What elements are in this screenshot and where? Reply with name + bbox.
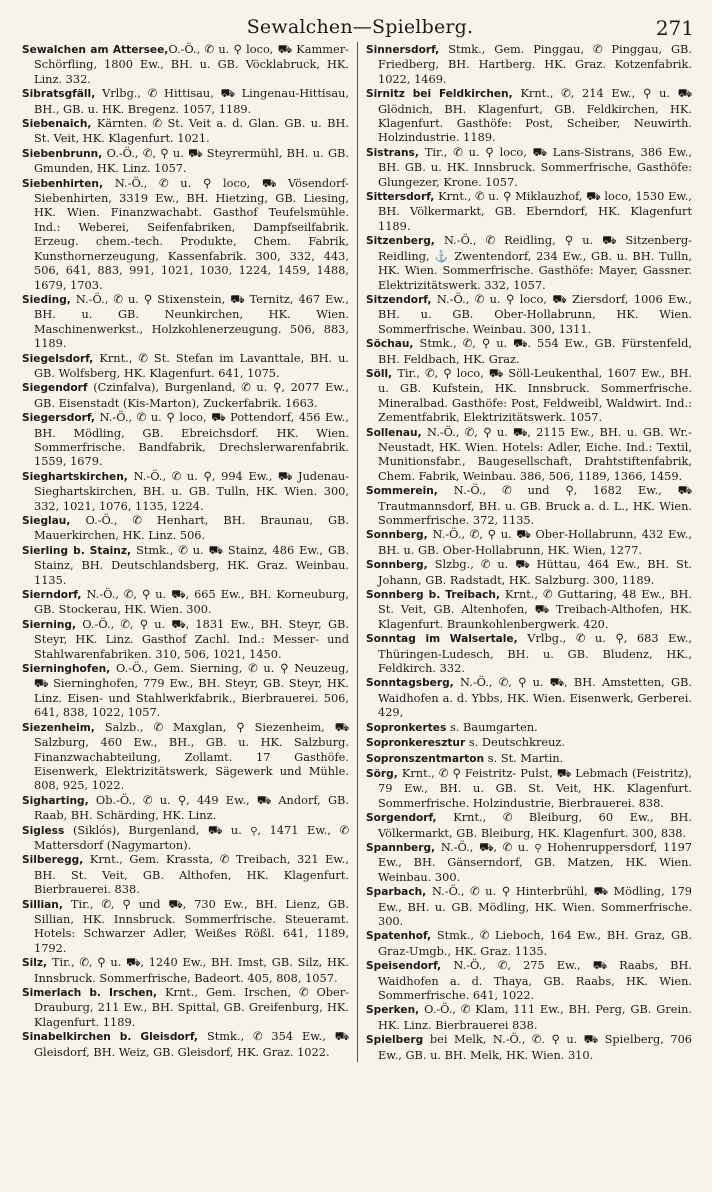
entry-description: N.-Ö., ✆ Reidling, ⚲ u. ⛟ Sitzenberg-Reidling, ⚓ Zwentendorf, 234 Ew., GB. u. BH. Tulln, HK. Wien. Sommerfrische. Gasthöfe: Mayer, Gassner. Elektrizitätswerk. 332, 1057. [378,233,692,292]
entry-description: O.-Ö., ✆ u. ⚲ loco, ⛟ Kammer-Schörfling, 1800 Ew., BH. u. GB. Vöcklabruck, HK. Linz. 332. [34,42,349,86]
entry-description: N.-Ö., ✆ und ⚲, 1682 Ew., ⛟ Trautmannsdorf, BH. u. GB. Bruck a. d. L., HK. Wien. Sommerfrische. 372, 1135. [378,483,692,527]
gazetteer-entry [22,852,349,896]
page-header [22,8,698,42]
entry-description: Tir., ✆, ⚲ loco, ⛟ Söll-Leukenthal, 1607 Ew., BH. u. GB. Kufstein, HK. Innsbruck. Sommerfrische. Mineralbad. Gasthöfe: Post, Feldweibl, Waldwirt. Ind.: Zementfabrik, Elektrizitätswerk. 1057. [378,365,692,425]
entry-description: N.-Ö., ✆, 275 Ew., ⛟ Raabs, BH. Waidhofen a. d. Thaya, GB. Raabs, HK. Wien. Sommerfrische. 641, 1022. [378,958,692,1002]
running-title: Sewalchen—Spielberg. [246,16,474,38]
gazetteer-entry [366,233,692,292]
entry-place-name: Siegersdorf, [22,412,100,425]
entry-description: Krnt., ✆ Guttaring, 48 Ew., BH. St. Veit, GB. Altenhofen, ⛟ Treibach-Althofen, HK. Klagenfurt. Braunkohlenbergwerk. 420. [378,587,692,631]
entry-place-name: Sommerein, [366,485,454,498]
gazetteer-entry [22,1029,349,1059]
entry-description: N.-Ö., ✆ u. ⚲ Stixenstein, ⛟ Ternitz, 467 Ew., BH. u. GB. Neunkirchen, HK. Wien. Maschinenwerkst., Holzkohlenerzeugung. 506, 883, 1189. [34,291,349,351]
gazetteer-entry [366,631,692,675]
entry-description: Tir., ✆, ⚲ u. ⛟, 1240 Ew., BH. Imst, GB. Silz, HK. Innsbruck. Sommerfrische, Badeort. 405, 808, 1057. [34,955,349,985]
entry-description: O.-Ö., Gem. Sierning, ✆ u. ⚲ Neuzeug, ⛟ Sierninghofen, 779 Ew., BH. Steyr, GB. Steyr, HK. Linz. Eisen- und Stahlwerkfabrik., Bierbrauerei. 506, 641, 838, 1022, 1057. [34,661,349,720]
entry-place-name: Spannberg, [366,841,441,854]
gazetteer-entry [22,176,349,292]
entry-place-name: Sonntagsberg, [366,677,461,690]
entry-place-name: Sierning, [22,618,83,631]
entry-place-name: Siegelsdorf, [22,352,100,365]
entry-description: Stmk., ✆ u. ⛟ Stainz, 486 Ew., GB. Stainz, BH. Deutschlandsberg, HK. Graz. Weinbau. 1135. [34,542,349,587]
gazetteer-entry [22,42,349,86]
entry-description: (Czinfalva), Burgenland, ✆ u. ⚲, 2077 Ew., GB. Eisenstadt (Kis-Marton), Zuckerfabrik. 1663. [34,380,349,410]
entry-description: Stmk., Gem. Pinggau, ✆ Pinggau, GB. Friedberg, BH. Hartberg. HK. Graz. Kotzenfabrik. 1022, 1469. [378,42,692,86]
entry-place-name: Sittersdorf, [366,191,439,204]
gazetteer-entry [22,380,349,410]
gazetteer-entry [22,661,349,720]
gazetteer-columns [22,42,698,1062]
gazetteer-entry [366,483,692,527]
entry-place-name: Sieghartskirchen, [22,470,134,483]
entry-place-name: Sollenau, [366,426,427,439]
entry-description: Krnt., ✆, 214 Ew., ⚲ u. ⛟ Glödnich, BH. Klagenfurt, GB. Feldkirchen, HK. Klagenfurt. Gasthöfe: Post, Scheiber, Neuwirth. Holzindustrie. 1189. [378,86,692,145]
gazetteer-entry [22,543,349,587]
entry-place-name: Siezenheim, [22,721,105,734]
gazetteer-entry [366,1002,692,1032]
gazetteer-entry [366,720,692,735]
entry-description: bei Melk, N.-Ö., ✆. ⚲ u. ⛟ Spielberg, 706 Ew., GB. u. BH. Melk, HK. Wien. 310. [378,1032,692,1062]
gazetteer-entry [22,513,349,543]
entry-description: Stmk., ✆ 354 Ew., ⛟ Gleisdorf, BH. Weiz, GB. Gleisdorf, HK. Graz. 1022. [34,1029,349,1059]
entry-description: Ob.-Ö., ✆ u. ⚲, 449 Ew., ⛟ Andorf, GB. Raab, BH. Schärding, HK. Linz. [34,792,349,823]
entry-description: Stmk., ✆ Lieboch, 164 Ew., BH. Graz, GB. Graz-Umgb., HK. Graz. 1135. [378,928,692,958]
gazetteer-entry [22,823,349,853]
gazetteer-entry [366,1032,692,1062]
gazetteer-entry [366,42,692,86]
gazetteer-entry [22,292,349,351]
entry-place-name: Sewalchen am Attersee, [22,44,169,56]
entry-place-name: Sopronszentmarton [366,752,488,765]
entry-place-name: Sitzenberg, [366,235,444,248]
left-column [22,42,357,1062]
entry-place-name: Sibratsgfäll, [22,88,103,101]
entry-place-name: Sigless [22,824,73,837]
entry-description: Slzbg., ✆ u. ⛟ Hüttau, 464 Ew., BH. St. Johann, GB. Radstadt, HK. Salzburg. 300, 1189. [378,557,692,587]
gazetteer-entry [366,557,692,587]
gazetteer-entry [22,617,349,661]
entry-description: N.-Ö., ✆, ⚲ u. ⛟ Ober-Hollabrunn, 432 Ew., BH. u. GB. Ober-Hollabrunn, HK. Wien, 1277. [378,527,692,557]
entry-place-name: Sierninghofen, [22,663,117,676]
entry-place-name: Sperken, [366,1004,425,1017]
entry-place-name: Silberegg, [22,854,90,867]
gazetteer-entry [366,145,692,189]
gazetteer-entry [366,425,692,484]
gazetteer-entry [22,587,349,617]
entry-place-name: Spatenhof, [366,930,437,943]
entry-place-name: Sonnberg, [366,529,433,542]
entry-place-name: Sieding, [22,293,76,306]
entry-description: Krnt., Gem. Krassta, ✆ Treibach, 321 Ew., BH. St. Veit, GB. Althofen, HK. Klagenfurt. Bierbrauerei. 838. [34,852,350,897]
entry-place-name: Sierndorf, [22,589,87,602]
entry-place-name: Söchau, [366,338,420,351]
entry-description: (Siklós), Burgenland, ⛟ u. ⚲, 1471 Ew., ✆ Mattersdorf (Nagymarton). [34,822,349,852]
entry-description: Salzb., ✆ Maxglan, ⚲ Siezenheim, ⛟ Salzburg, 460 Ew., BH., GB. u. HK. Salzburg. Finanzwachabteilung, Zollamt. 17 Gasthöfe. Eisenwerk, Elektrizitätswerk, Sägewerk und Mühle. 808, 925, 1022. [34,719,349,793]
entry-description: N.-Ö., ✆, ⚲ u. ⛟, BH. Amstetten, GB. Waidhofen a. d. Ybbs, HK. Wien. Eisenwerk, Gerberei. 429, [378,675,692,720]
gazetteer-entry [22,985,349,1029]
entry-description: O.-Ö., ✆, ⚲ u. ⛟ Steyrermühl, BH. u. GB. Gmunden, HK. Linz. 1057. [34,145,349,176]
gazetteer-entry [22,146,349,176]
entry-place-name: Sirnitz bei Feldkirchen, [366,88,521,101]
entry-place-name: Sieglau, [22,515,86,527]
entry-description: Krnt., Gem. Irschen, ✆ Ober-Drauburg, 211 Ew., BH. Spittal, GB. Greifenburg, HK. Klagenfurt. 1189. [34,985,350,1029]
entry-description: Tir., ✆ u. ⚲ loco, ⛟ Lans-Sistrans, 386 Ew., BH. GB. u. HK. Innsbruck. Sommerfrische, Gasthöfe: Glungezer, Krone. 1057. [378,144,692,189]
entry-description: N.-Ö., ✆ u. ⚲, 994 Ew., ⛟ Judenau-Sieghartskirchen, BH. u. GB. Tulln, HK. Wien. 300, 332, 1021, 1076, 1135, 1224. [34,468,349,513]
gazetteer-entry [366,766,692,810]
gazetteer-entry [22,793,349,823]
entry-place-name: Sopronkeresztur [366,737,469,750]
entry-place-name: Sitzendorf, [366,293,437,306]
gazetteer-entry [366,810,692,840]
entry-place-name: Sonnberg, [366,559,435,572]
entry-description: O.-Ö., ✆ Klam, 111 Ew., BH. Perg, GB. Grein. HK. Linz. Bierbrauerei 838. [378,1002,692,1032]
gazetteer-entry [22,720,349,793]
entry-place-name: Sinnersdorf, [366,44,449,56]
entry-description: Krnt., ✆ ⚲ Feistritz- Pulst, ⛟ Lebmach (Feistritz), 79 Ew., BH. u. GB. St. Veit, HK. Klagenfurt. Sommerfrische. Holzindustrie, Bierbrauerei. 838. [378,765,692,810]
gazetteer-entry [366,189,692,233]
entry-description: Kärnten. ✆ St. Veit a. d. Glan. GB. u. BH. St. Veit, HK. Klagenfurt. 1021. [34,116,349,146]
entry-place-name: Simerlach b. Irschen, [22,987,166,999]
entry-place-name: Sorgendorf, [366,812,454,825]
entry-place-name: Sonnberg b. Treibach, [366,589,506,602]
entry-place-name: Sinabelkirchen b. Gleisdorf, [22,1031,207,1044]
entry-place-name: Spielberg [366,1034,430,1047]
gazetteer-entry [366,366,692,425]
gazetteer-entry [366,928,692,958]
entry-description: N.-Ö., ✆ u. ⚲ loco, ⛟ Pottendorf, 456 Ew., BH. Mödling, GB. Ebreichsdorf. HK. Wien. Sommerfrische. Bandfabrik, Drechslerwarenfabrik. 1559, 1679. [34,410,349,469]
entry-place-name: Söll, [366,367,398,380]
entry-description: N.-Ö., ✆, ⚲ u. ⛟, 2115 Ew., BH. u. GB. Wr.-Neustadt, HK. Wien. Hotels: Adler, Eiche. Ind.: Textil, Munitionsfabr., Baugesellschaft, Drahtstiftenfabrik, Chem. Fabrik, Weinbau. 386, 506, 1189, 1366, 1459. [378,424,692,483]
gazetteer-entry [22,897,349,956]
gazetteer-entry [366,527,692,557]
gazetteer-entry [366,587,692,631]
entry-place-name: Sopronkertes [366,721,450,734]
entry-description: O.-Ö., ✆, ⚲ u. ⛟, 1831 Ew., BH. Steyr, GB. Steyr, HK. Linz. Gasthof Zachl. Ind.: Messer- und Stahlwarenfabriken. 310, 506, 1021, 1450. [34,616,349,661]
entry-description: Krnt., ✆ Bleiburg, 60 Ew., BH. Völkermarkt, GB. Bleiburg, HK. Klagenfurt. 300, 838. [378,810,692,840]
page-number: 271 [655,16,694,40]
entry-place-name: Siegendorf [22,382,94,395]
entry-place-name: Siebenbrunn, [22,147,107,160]
entry-description: Krnt., ✆ St. Stefan im Lavanttale, BH. u. GB. Wolfsberg, HK. Klagenfurt. 641, 1075. [34,350,350,380]
gazetteer-entry [22,116,349,146]
entry-description: N.-Ö., ✆ u. ⚲ loco, ⛟ Ziersdorf, 1006 Ew., BH. u. GB. Ober-Hollabrunn, HK. Wien. Sommerfrische. Weinbau. 300, 1311. [378,291,692,336]
gazetteer-entry [22,410,349,469]
entry-description: Krnt., ✆ u. ⚲ Miklauzhof, ⛟ loco, 1530 Ew., BH. Völkermarkt, GB. Eberndorf, HK. Klagenfurt 1189. [378,189,692,233]
entry-description: N.-Ö., ✆ u. ⚲ loco, ⛟ Vösendorf-Siebenhirten, 3319 Ew., BH. Hietzing, GB. Liesing, HK. Wien. Finanzwachabt. Gasthof Teufelsmühle. Ind.: Weberei, Seifenfabriken, Dampfseilfabrik. Erzeug. chem.-tech. Produkte, Chem. Fabrik, Kunsthornerzeugung, Kassenfabrik. 300, 332, 443, 506, 641, 883, 991, 1021, 1030, 1224, 1459, 1488, 1679, 1703. [34,175,349,292]
gazetteer-entry [366,336,692,366]
gazetteer-entry [366,840,692,884]
gazetteer-entry [366,751,692,766]
entry-place-name: Sillian, [22,898,71,911]
entry-description: O.-Ö., ✆ Henhart, BH. Braunau, GB. Mauerkirchen, HK. Linz. 506. [34,513,349,543]
entry-description: N.-Ö., ✆ u. ⚲ Hinterbrühl, ⛟ Mödling, 179 Ew., BH. u. GB. Mödling, HK. Wien. Sommerfrische. 300. [378,884,692,928]
entry-description: N.-Ö., ✆, ⚲ u. ⛟, 665 Ew., BH. Korneuburg, GB. Stockerau, HK. Wien. 300. [34,587,349,617]
gazetteer-entry [22,955,349,985]
entry-description: Vrlbg., ✆ u. ⚲, 683 Ew., Thüringen-Ludesch, BH. u. GB. Bludenz, HK., Feldkirch. 332. [378,631,692,676]
gazetteer-entry [366,735,692,750]
entry-place-name: Speisendorf, [366,960,454,973]
entry-place-name: Sigharting, [22,794,96,807]
gazetteer-entry [366,292,692,336]
entry-description: s. Deutschkreuz. [468,735,565,750]
gazetteer-entry [366,884,692,928]
gazetteer-entry [22,469,349,513]
entry-place-name: Sonntag im Walsertale, [366,633,528,646]
entry-place-name: Siebenhirten, [22,177,115,190]
entry-place-name: Siebenaich, [22,118,97,131]
gazetteer-entry [22,351,349,381]
right-column [357,42,692,1062]
gazetteer-entry [22,86,349,116]
entry-description: Stmk., ✆, ⚲ u. ⛟. 554 Ew., GB. Fürstenfeld, BH. Feldbach, HK. Graz. [378,336,692,366]
entry-place-name: Silz, [22,957,52,970]
gazetteer-entry [366,86,692,145]
entry-description: s. Baumgarten. [449,719,538,734]
gazetteer-entry [366,958,692,1002]
entry-description: Tir., ✆, ⚲ und ⛟, 730 Ew., BH. Lienz, GB. Sillian, HK. Innsbruck. Sommerfrische. Steueramt. Hotels: Schwarzer Adler, Weißes Rößl. 641, 1189, 1792. [34,896,349,955]
gazetteer-entry [366,675,692,719]
entry-description: Vrlbg., ✆ Hittisau, ⛟ Lingenau-Hittisau, BH., GB. u. HK. Bregenz. 1057, 1189. [34,86,349,116]
entry-description: s. St. Martin. [487,750,564,765]
entry-place-name: Sparbach, [366,886,432,899]
entry-place-name: Sierling b. Stainz, [22,544,137,557]
entry-description: N.-Ö., ⛟, ✆ u. ⚲ Hohenruppersdorf, 1197 Ew., BH. Gänserndorf, GB. Matzen, HK. Wien. Weinbau. 300. [378,839,692,884]
entry-place-name: Sörg, [366,767,402,780]
entry-place-name: Sistrans, [366,146,425,159]
